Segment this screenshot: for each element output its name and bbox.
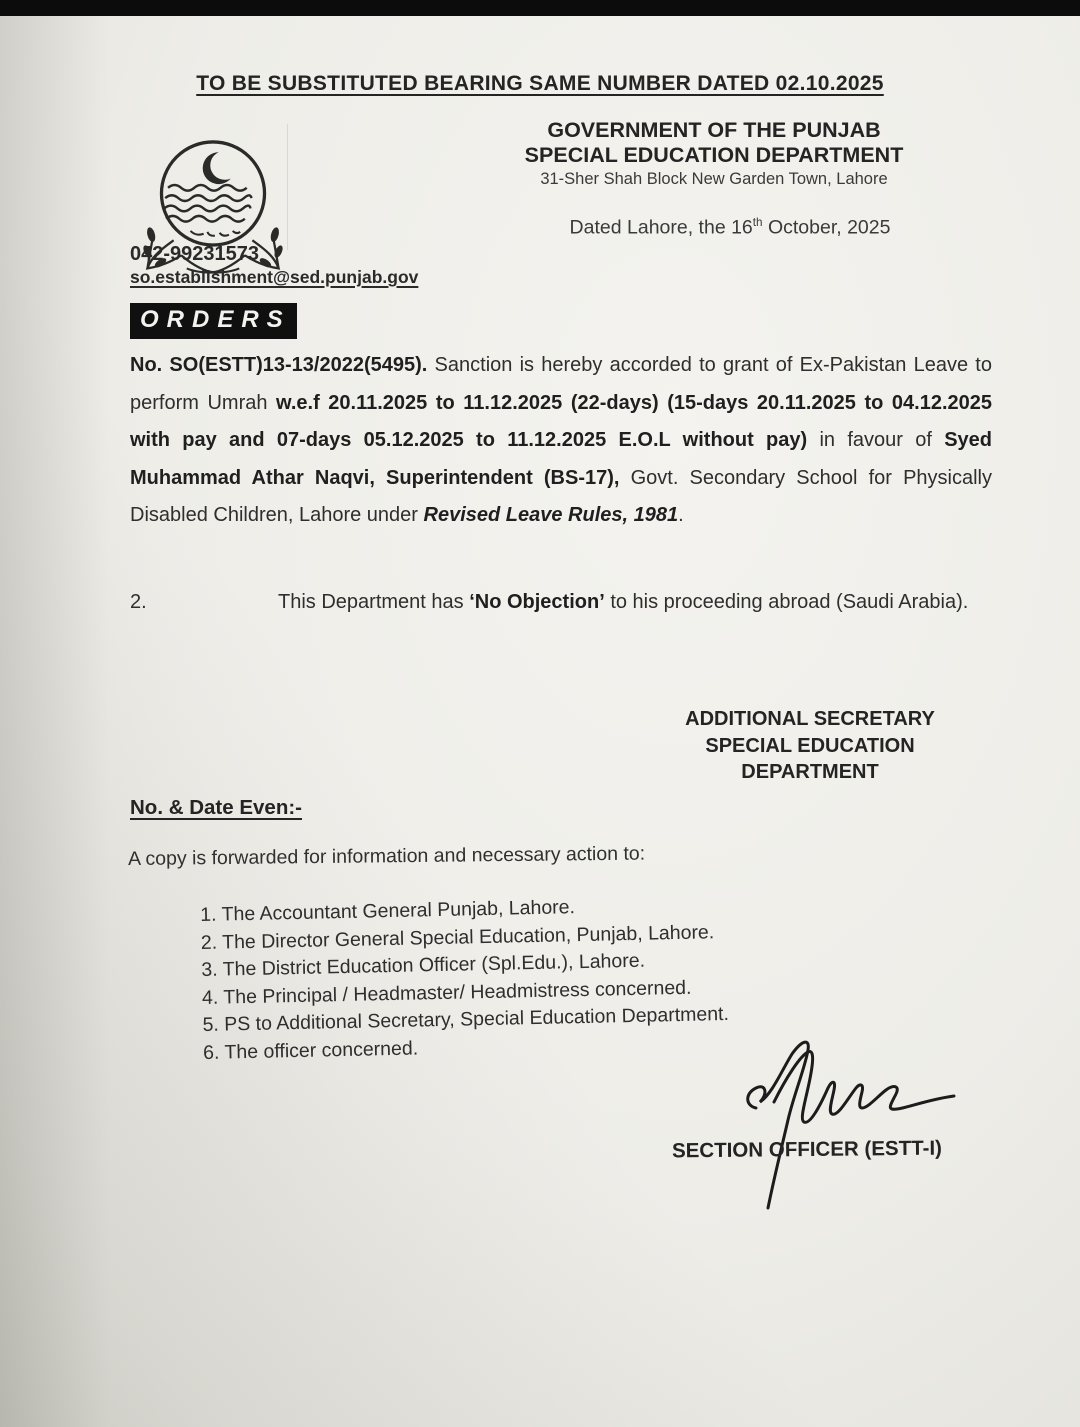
recipient-item: 5. PS to Additional Secretary, Special Education Department. <box>202 1002 730 1036</box>
order-paragraph-2-text <box>278 591 968 613</box>
letterhead-government: GOVERNMENT OF THE PUNJAB <box>547 118 881 142</box>
order-paragraph-1 <box>130 347 992 535</box>
recipient-item: 6. The officer concerned. <box>202 1036 419 1064</box>
substitution-notice: TO BE SUBSTITUTED BEARING SAME NUMBER DATED 02.10.2025 <box>196 72 884 95</box>
recipient-item: 2. The Director General Special Education, Punjab, Lahore. <box>200 920 715 954</box>
recipient-item: 4. The Principal / Headmaster/ Headmistress concerned. <box>201 976 692 1009</box>
order-paragraph-2 <box>130 584 992 622</box>
date-ordinal-suffix: th <box>752 216 763 229</box>
text-segment: to his proceeding abroad (Saudi Arabia). <box>604 591 969 613</box>
recipient-item: 1. The Accountant General Punjab, Lahore. <box>200 896 576 926</box>
text-segment: . <box>678 504 684 526</box>
handwritten-signature-icon <box>728 1036 978 1216</box>
signatory-line-3: DEPARTMENT <box>741 761 879 783</box>
forwarding-line: A copy is forwarded for information and necessary action to: <box>128 842 646 870</box>
text-segment: No. SO(ESTT)13-13/2022(5495). <box>130 354 428 376</box>
letterhead-address: 31-Sher Shah Block New Garden Town, Lahore <box>540 170 888 188</box>
photo-edge-top <box>0 0 1080 16</box>
text-segment: Revised Leave Rules, 1981 <box>423 504 679 526</box>
recipient-item: 3. The District Education Officer (Spl.Edu.), Lahore. <box>201 949 646 981</box>
signatory-line-2: SPECIAL EDUCATION <box>705 734 915 757</box>
text-segment: Govt. Secondary School for Physically Disabled Children, Lahore under <box>130 466 992 526</box>
text-segment: in favour of <box>807 429 945 451</box>
email-address: so.establishment@sed.punjab.gov <box>130 267 419 287</box>
signer-title: SECTION OFFICER (ESTT-I) <box>671 1136 943 1163</box>
signatory-line-1: ADDITIONAL SECRETARY <box>685 708 935 730</box>
number-date-even-label: No. & Date Even:- <box>130 796 302 819</box>
text-segment: Sanction is hereby accorded to grant of Ex-Pakistan Leave to perform Umrah <box>130 354 992 414</box>
recipient-list <box>200 891 730 1067</box>
orders-heading: ORDERS <box>130 303 297 339</box>
text-segment: w.e.f 20.11.2025 to 11.12.2025 (22-days) (15-days 20.11.2025 to 04.12.2025 with pay and 07-days 05.12.2025 to 11.12.2025 E.O.L without pay) <box>130 391 992 451</box>
date-line <box>540 216 920 240</box>
letterhead-department: SPECIAL EDUCATION DEPARTMENT <box>524 143 904 167</box>
phone-number: 042-99231573 <box>130 243 260 265</box>
letterhead <box>478 118 950 189</box>
text-segment: ‘No Objection’ <box>469 591 605 613</box>
date-suffix: October, 2025 <box>762 216 891 239</box>
text-segment: This Department has <box>278 591 470 613</box>
signatory-block <box>640 706 980 786</box>
text-segment: Syed Muhammad Athar Naqvi, Superintendent (BS-17), <box>130 429 993 489</box>
date-prefix: Dated Lahore, the 16 <box>569 216 753 239</box>
paper-fold-line <box>287 124 288 250</box>
paragraph-number: 2. <box>130 591 147 613</box>
